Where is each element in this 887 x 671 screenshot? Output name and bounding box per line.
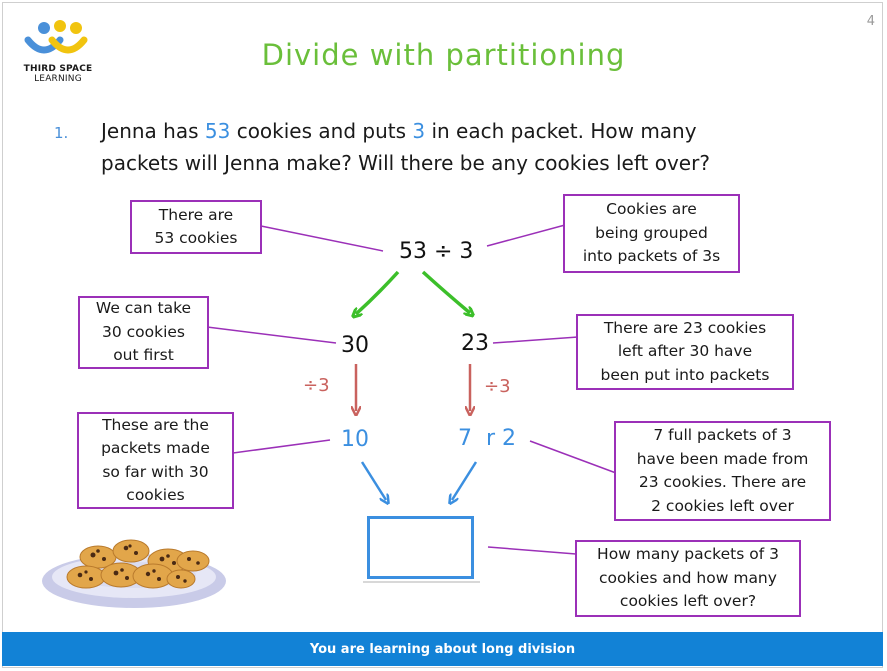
combine-arrow-right bbox=[452, 462, 476, 500]
quotient-left: 10 bbox=[341, 427, 369, 452]
partition-left: 30 bbox=[341, 333, 369, 358]
callout-left-23: There are 23 cookies left after 30 have been put into packets bbox=[576, 314, 794, 390]
question-text: cookies and puts bbox=[230, 119, 413, 143]
footer-banner: You are learning about long division bbox=[2, 632, 883, 666]
logo-text-line2: LEARNING bbox=[34, 74, 82, 84]
question-text: in each packet. How many bbox=[425, 119, 697, 143]
packet-size: 3 bbox=[412, 119, 426, 143]
divisor-label-left: ÷3 bbox=[303, 375, 330, 396]
slide-title: Divide with partitioning bbox=[261, 38, 626, 72]
cookie-plate-icon bbox=[38, 535, 233, 610]
question-line-2: packets will Jenna make? Will there be any cookies left over? bbox=[101, 151, 710, 175]
connector-line bbox=[488, 547, 576, 554]
cookie-count: 53 bbox=[204, 119, 231, 143]
connector-line bbox=[487, 225, 565, 246]
combine-arrow-left bbox=[362, 462, 386, 500]
answer-box[interactable] bbox=[367, 516, 474, 579]
callout-take-30: We can take 30 cookies out first bbox=[78, 296, 209, 369]
question-number: 1. bbox=[54, 124, 69, 142]
callout-there-are: There are 53 cookies bbox=[130, 200, 262, 254]
callout-how-many: How many packets of 3 cookies and how many cookies left over? bbox=[575, 540, 801, 617]
divisor-label-right: ÷3 bbox=[484, 376, 511, 397]
connector-line bbox=[493, 337, 578, 343]
logo-text-line1: THIRD SPACE bbox=[23, 64, 93, 74]
division-expression: 53 ÷ 3 bbox=[399, 239, 474, 264]
page-number: 4 bbox=[866, 14, 875, 29]
callout-full-packets: 7 full packets of 3 have been made from 23 cookies. There are 2 cookies left over bbox=[614, 421, 831, 521]
connector-line bbox=[261, 226, 383, 251]
connector-line bbox=[207, 327, 336, 343]
callout-packets-so-far: These are the packets made so far with 30 cookies bbox=[77, 412, 234, 509]
connector-line bbox=[233, 440, 330, 453]
quotient-right: 7 r 2 bbox=[458, 426, 517, 451]
answer-box-shadow bbox=[363, 581, 480, 583]
callout-grouped: Cookies are being grouped into packets of 3s bbox=[563, 194, 740, 273]
split-arrow-right bbox=[423, 272, 470, 313]
split-arrow-left bbox=[356, 272, 398, 314]
question-text: Jenna has bbox=[101, 119, 205, 143]
partition-right: 23 bbox=[461, 331, 489, 356]
connector-line bbox=[530, 441, 616, 473]
